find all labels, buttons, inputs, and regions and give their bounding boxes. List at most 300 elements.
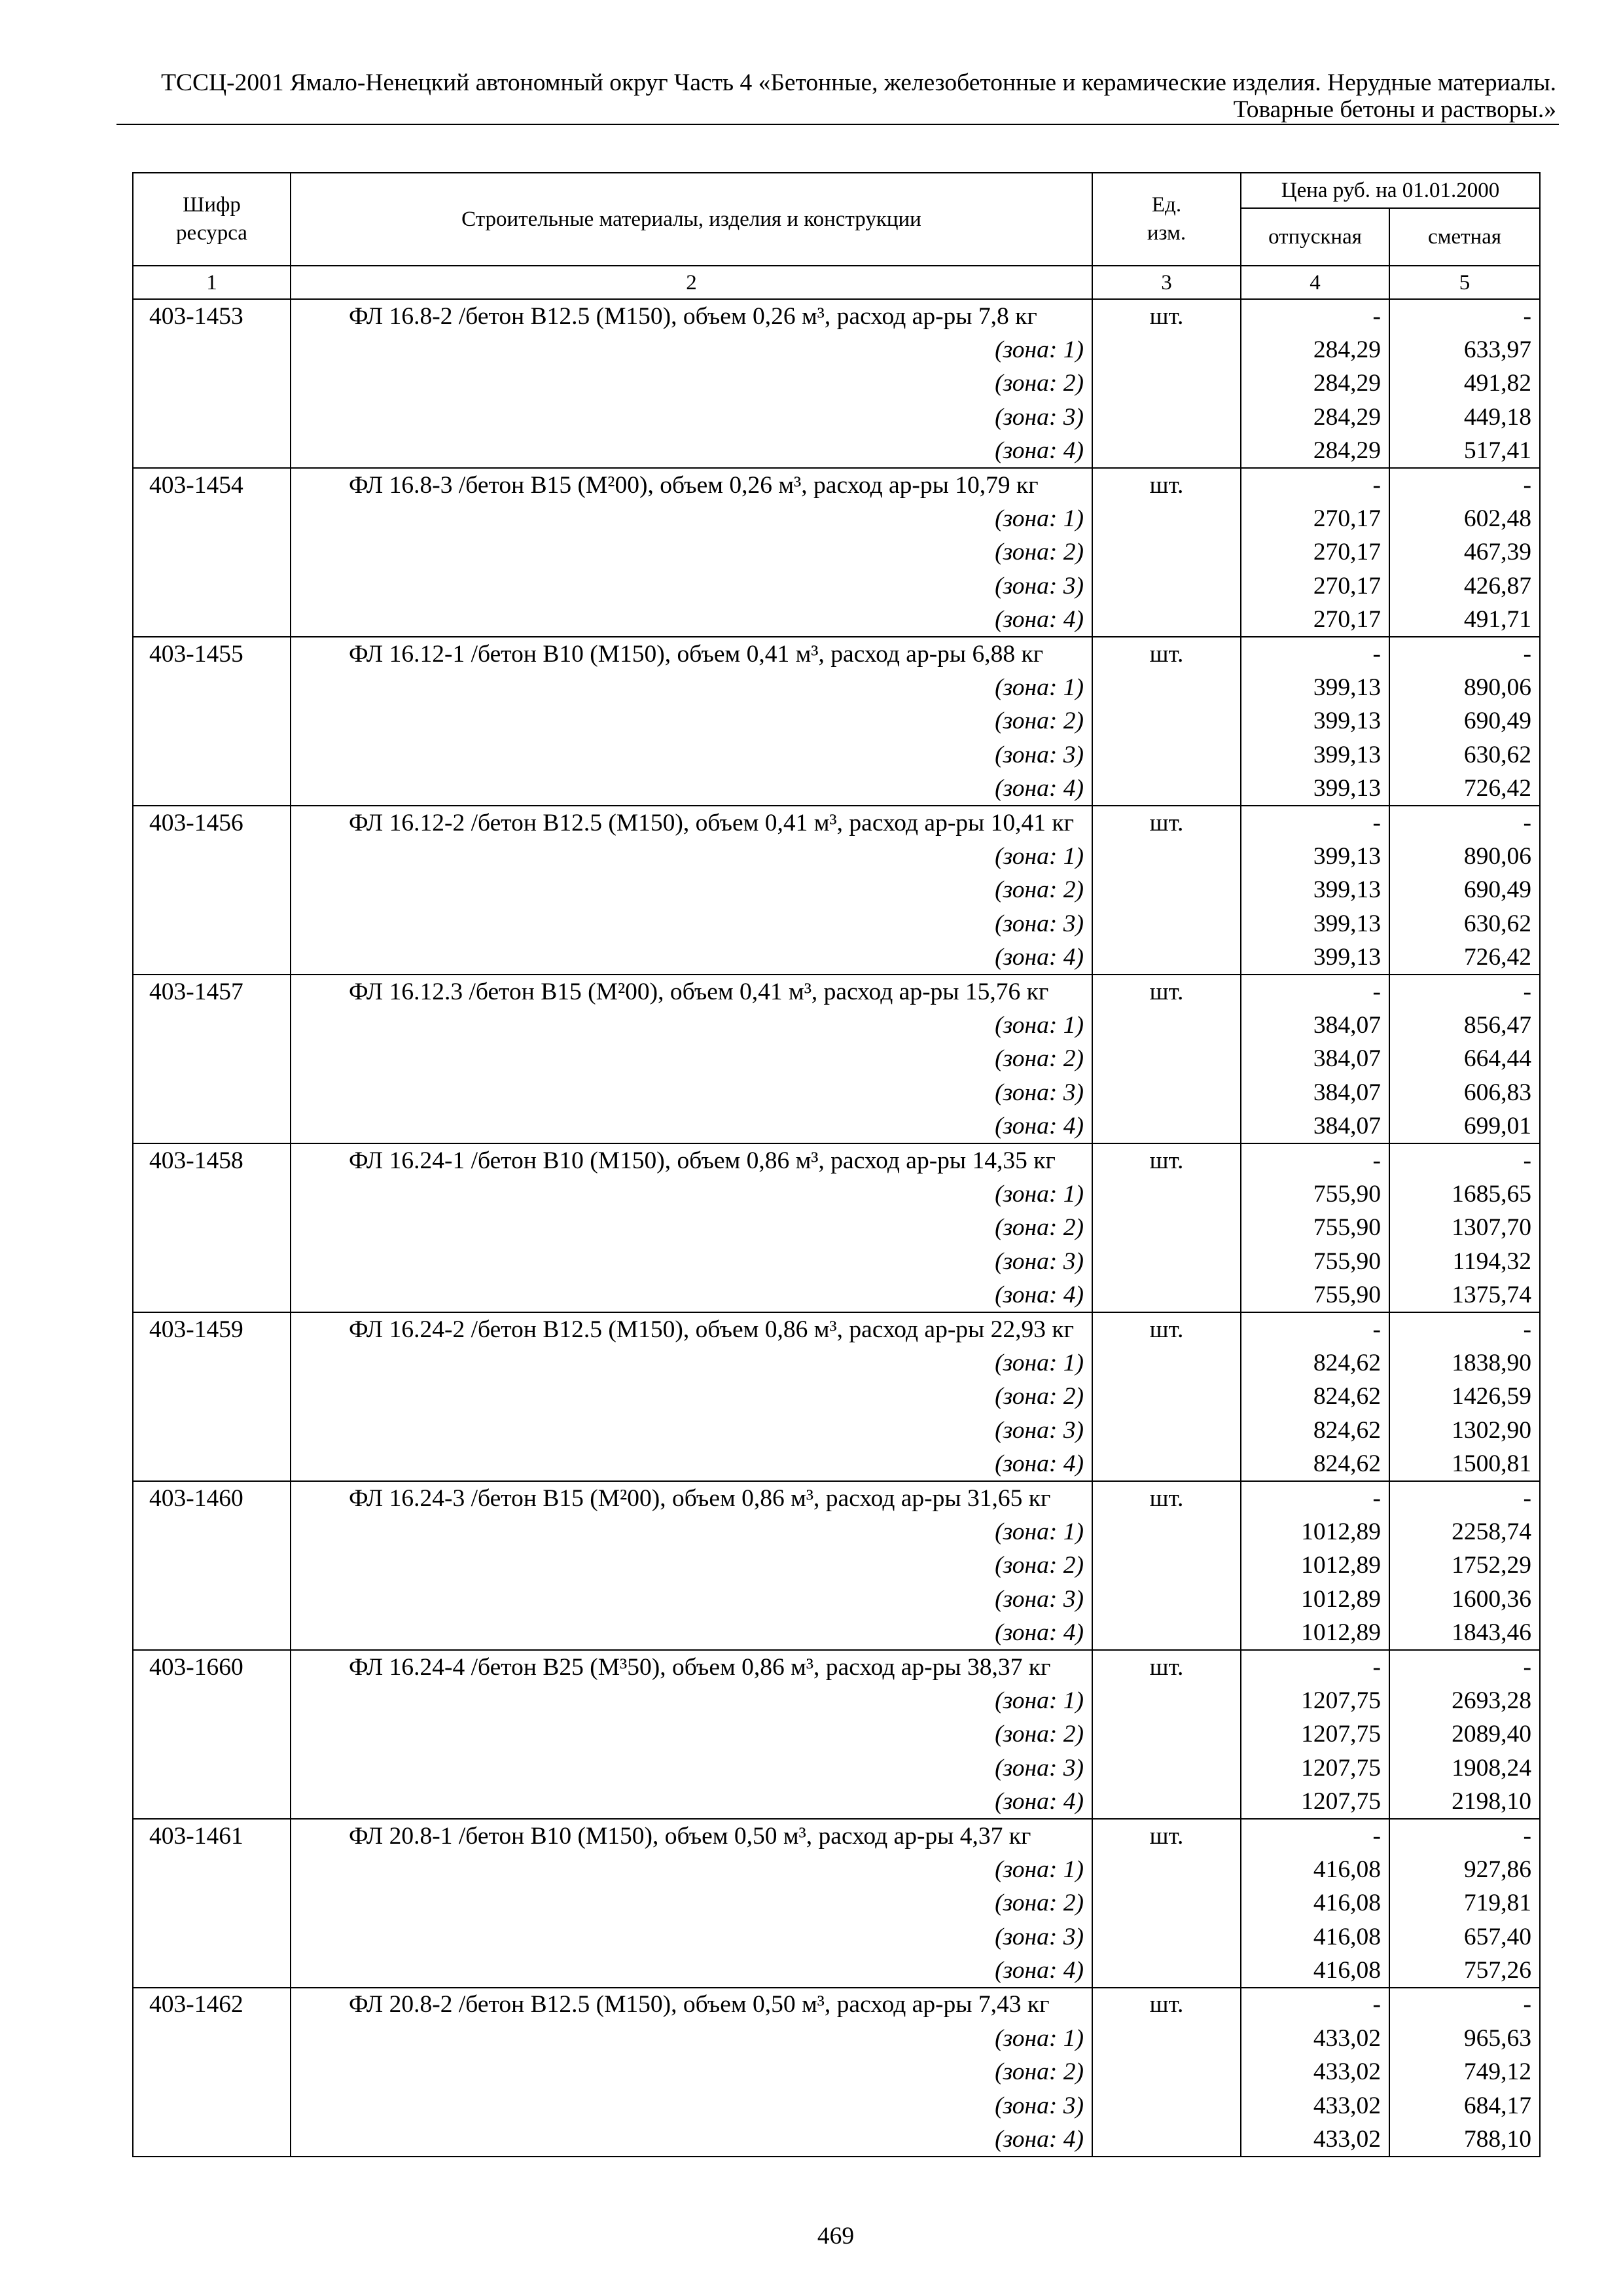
unit-of-measure: шт. [1092, 806, 1241, 840]
zone-estimate-price: 657,40 [1389, 1920, 1540, 1954]
zone-row [133, 1583, 1540, 1617]
zone-row [133, 840, 1540, 874]
zone-row [133, 1954, 1540, 1988]
zone-release-price: 399,13 [1241, 873, 1389, 907]
price-table [132, 172, 1541, 2157]
zone-row [133, 1852, 1540, 1886]
zone-release-price: 824,62 [1241, 1380, 1389, 1414]
running-header-line-2: Товарные бетоны и растворы.» [1233, 96, 1556, 123]
zone-release-price: 284,29 [1241, 434, 1389, 468]
zone-label: (зона: 3) [291, 1751, 1092, 1785]
zone-estimate-price: 690,49 [1389, 704, 1540, 738]
column-header-release-price: отпускная [1241, 208, 1389, 266]
zone-estimate-price: 491,71 [1389, 603, 1540, 637]
zone-release-price: 416,08 [1241, 1886, 1389, 1920]
zone-label: (зона: 3) [291, 1583, 1092, 1617]
zone-label: (зона: 3) [291, 1920, 1092, 1954]
zone-release-price: 384,07 [1241, 1076, 1389, 1110]
code-cell-empty [133, 2123, 291, 2157]
zone-estimate-price: 1685,65 [1389, 1177, 1540, 1211]
column-header-unit-line-2: изм. [1147, 221, 1186, 245]
zone-estimate-price: 630,62 [1389, 738, 1540, 772]
zone-release-price: 1012,89 [1241, 1583, 1389, 1617]
zone-release-price: 1012,89 [1241, 1515, 1389, 1549]
code-cell-empty [133, 1616, 291, 1650]
zone-row [133, 1076, 1540, 1110]
unit-of-measure: шт. [1092, 1819, 1241, 1853]
zone-row [133, 1785, 1540, 1819]
zone-release-price: 1207,75 [1241, 1785, 1389, 1819]
unit-cell-empty [1092, 1717, 1241, 1751]
resource-description: ФЛ 16.24-1 /бетон В10 (М150), объем 0,86 м³, расход ар-ры 14,35 кг [291, 1143, 1092, 1177]
zone-release-price: 270,17 [1241, 569, 1389, 603]
code-cell-empty [133, 569, 291, 603]
code-cell-empty [133, 738, 291, 772]
zone-estimate-price: 1302,90 [1389, 1414, 1540, 1448]
zone-release-price: 399,13 [1241, 704, 1389, 738]
unit-cell-empty [1092, 1852, 1241, 1886]
zone-row [133, 1380, 1540, 1414]
zone-estimate-price: 426,87 [1389, 569, 1540, 603]
page-number: 469 [817, 2223, 855, 2250]
release-price: - [1241, 1143, 1389, 1177]
estimate-price: - [1389, 1312, 1540, 1346]
unit-cell-empty [1092, 1447, 1241, 1481]
code-cell-empty [133, 1109, 291, 1143]
zone-estimate-price: 602,48 [1389, 502, 1540, 536]
zone-release-price: 399,13 [1241, 738, 1389, 772]
unit-of-measure: шт. [1092, 1988, 1241, 2022]
column-header-code-line-2: ресурса [176, 221, 247, 245]
unit-of-measure: шт. [1092, 299, 1241, 333]
unit-cell-empty [1092, 502, 1241, 536]
zone-estimate-price: 2198,10 [1389, 1785, 1540, 1819]
code-cell-empty [133, 1042, 291, 1076]
code-cell-empty [133, 1515, 291, 1549]
code-cell-empty [133, 1346, 291, 1380]
resource-code: 403-1453 [133, 299, 291, 333]
zone-release-price: 755,90 [1241, 1245, 1389, 1279]
unit-cell-empty [1092, 772, 1241, 806]
zone-label: (зона: 2) [291, 873, 1092, 907]
zone-row [133, 1211, 1540, 1245]
zone-estimate-price: 690,49 [1389, 873, 1540, 907]
zone-release-price: 433,02 [1241, 2055, 1389, 2089]
release-price: - [1241, 1819, 1389, 1853]
unit-cell-empty [1092, 1042, 1241, 1076]
unit-cell-empty [1092, 1278, 1241, 1312]
unit-cell-empty [1092, 2021, 1241, 2055]
zone-estimate-price: 1500,81 [1389, 1447, 1540, 1481]
zone-release-price: 399,13 [1241, 907, 1389, 941]
zone-estimate-price: 1307,70 [1389, 1211, 1540, 1245]
zone-release-price: 399,13 [1241, 772, 1389, 806]
code-cell-empty [133, 873, 291, 907]
zone-release-price: 755,90 [1241, 1211, 1389, 1245]
zone-release-price: 1207,75 [1241, 1717, 1389, 1751]
zone-label: (зона: 1) [291, 1177, 1092, 1211]
resource-description: ФЛ 16.24-4 /бетон В25 (М³50), объем 0,86 м³, расход ар-ры 38,37 кг [291, 1650, 1092, 1684]
zone-estimate-price: 449,18 [1389, 401, 1540, 435]
unit-cell-empty [1092, 1549, 1241, 1583]
zone-estimate-price: 726,42 [1389, 941, 1540, 975]
code-cell-empty [133, 1211, 291, 1245]
unit-cell-empty [1092, 1920, 1241, 1954]
estimate-price: - [1389, 468, 1540, 502]
zone-estimate-price: 606,83 [1389, 1076, 1540, 1110]
zone-label: (зона: 3) [291, 569, 1092, 603]
code-cell-empty [133, 1414, 291, 1448]
release-price: - [1241, 1988, 1389, 2022]
resource-description: ФЛ 16.8-2 /бетон В12.5 (М150), объем 0,26 м³, расход ар-ры 7,8 кг [291, 299, 1092, 333]
unit-cell-empty [1092, 1886, 1241, 1920]
code-cell-empty [133, 1886, 291, 1920]
estimate-price: - [1389, 1481, 1540, 1515]
zone-row [133, 367, 1540, 401]
resource-code: 403-1459 [133, 1312, 291, 1346]
unit-cell-empty [1092, 840, 1241, 874]
column-header-estimate-price: сметная [1389, 208, 1540, 266]
zone-estimate-price: 1752,29 [1389, 1549, 1540, 1583]
zone-row [133, 2055, 1540, 2089]
resource-row [133, 1143, 1540, 1177]
resource-row [133, 1312, 1540, 1346]
zone-estimate-price: 2693,28 [1389, 1683, 1540, 1717]
zone-estimate-price: 491,82 [1389, 367, 1540, 401]
code-cell-empty [133, 2089, 291, 2123]
zone-label: (зона: 3) [291, 401, 1092, 435]
unit-cell-empty [1092, 603, 1241, 637]
zone-release-price: 433,02 [1241, 2021, 1389, 2055]
column-number: 1 [133, 266, 291, 299]
zone-label: (зона: 1) [291, 840, 1092, 874]
zone-estimate-price: 467,39 [1389, 535, 1540, 569]
zone-row [133, 569, 1540, 603]
zone-row [133, 1346, 1540, 1380]
code-cell-empty [133, 1583, 291, 1617]
resource-code: 403-1456 [133, 806, 291, 840]
resource-row [133, 299, 1540, 333]
estimate-price: - [1389, 1650, 1540, 1684]
release-price: - [1241, 299, 1389, 333]
zone-release-price: 416,08 [1241, 1920, 1389, 1954]
release-price: - [1241, 1481, 1389, 1515]
resource-description: ФЛ 16.12.3 /бетон В15 (М²00), объем 0,41 м³, расход ар-ры 15,76 кг [291, 975, 1092, 1009]
resource-code: 403-1454 [133, 468, 291, 502]
zone-label: (зона: 4) [291, 941, 1092, 975]
code-cell-empty [133, 1852, 291, 1886]
zone-label: (зона: 2) [291, 704, 1092, 738]
code-cell-empty [133, 671, 291, 705]
zone-release-price: 824,62 [1241, 1414, 1389, 1448]
zone-estimate-price: 890,06 [1389, 671, 1540, 705]
code-cell-empty [133, 772, 291, 806]
zone-estimate-price: 788,10 [1389, 2123, 1540, 2157]
zone-label: (зона: 4) [291, 2123, 1092, 2157]
zone-label: (зона: 1) [291, 1008, 1092, 1042]
column-header-price-group: Цена руб. на 01.01.2000 [1241, 173, 1540, 208]
code-cell-empty [133, 2021, 291, 2055]
resource-description: ФЛ 16.12-2 /бетон В12.5 (М150), объем 0,41 м³, расход ар-ры 10,41 кг [291, 806, 1092, 840]
column-header-name: Строительные материалы, изделия и конструкции [291, 173, 1092, 266]
unit-cell-empty [1092, 941, 1241, 975]
release-price: - [1241, 975, 1389, 1009]
resource-description: ФЛ 20.8-2 /бетон В12.5 (М150), объем 0,50 м³, расход ар-ры 7,43 кг [291, 1988, 1092, 2022]
zone-label: (зона: 2) [291, 1886, 1092, 1920]
zone-label: (зона: 1) [291, 1683, 1092, 1717]
unit-of-measure: шт. [1092, 468, 1241, 502]
unit-of-measure: шт. [1092, 1312, 1241, 1346]
zone-release-price: 384,07 [1241, 1008, 1389, 1042]
code-cell-empty [133, 333, 291, 367]
column-header-code-line-1: Шифр [183, 193, 241, 217]
zone-label: (зона: 2) [291, 2055, 1092, 2089]
zone-row [133, 333, 1540, 367]
zone-estimate-price: 664,44 [1389, 1042, 1540, 1076]
zone-row [133, 535, 1540, 569]
zone-estimate-price: 719,81 [1389, 1886, 1540, 1920]
zone-estimate-price: 749,12 [1389, 2055, 1540, 2089]
table-header [133, 173, 1540, 299]
unit-cell-empty [1092, 2123, 1241, 2157]
unit-cell-empty [1092, 873, 1241, 907]
zone-label: (зона: 4) [291, 1954, 1092, 1988]
zone-release-price: 433,02 [1241, 2123, 1389, 2157]
resource-description: ФЛ 20.8-1 /бетон В10 (М150), объем 0,50 м³, расход ар-ры 4,37 кг [291, 1819, 1092, 1853]
resource-description: ФЛ 16.8-3 /бетон В15 (М²00), объем 0,26 м³, расход ар-ры 10,79 кг [291, 468, 1092, 502]
unit-of-measure: шт. [1092, 975, 1241, 1009]
code-cell-empty [133, 1008, 291, 1042]
zone-row [133, 772, 1540, 806]
unit-cell-empty [1092, 569, 1241, 603]
zone-estimate-price: 856,47 [1389, 1008, 1540, 1042]
zone-row [133, 434, 1540, 468]
zone-estimate-price: 2089,40 [1389, 1717, 1540, 1751]
zone-release-price: 284,29 [1241, 367, 1389, 401]
zone-row [133, 1751, 1540, 1785]
table-header-row [133, 173, 1540, 208]
zone-label: (зона: 3) [291, 1076, 1092, 1110]
zone-label: (зона: 4) [291, 434, 1092, 468]
zone-label: (зона: 4) [291, 603, 1092, 637]
zone-label: (зона: 1) [291, 1852, 1092, 1886]
resource-row [133, 806, 1540, 840]
zone-release-price: 1012,89 [1241, 1549, 1389, 1583]
zone-row [133, 1515, 1540, 1549]
unit-cell-empty [1092, 1583, 1241, 1617]
zone-label: (зона: 4) [291, 1278, 1092, 1312]
resource-row [133, 1481, 1540, 1515]
zone-release-price: 755,90 [1241, 1278, 1389, 1312]
zone-release-price: 824,62 [1241, 1447, 1389, 1481]
code-cell-empty [133, 840, 291, 874]
zone-row [133, 1886, 1540, 1920]
zone-release-price: 1012,89 [1241, 1616, 1389, 1650]
code-cell-empty [133, 1717, 291, 1751]
running-header-line-1: ТССЦ-2001 Ямало-Ненецкий автономный округ Часть 4 «Бетонные, железобетонные и керамические изделия. Нерудные материалы. [161, 69, 1556, 96]
zone-label: (зона: 1) [291, 333, 1092, 367]
unit-cell-empty [1092, 1177, 1241, 1211]
resource-row [133, 468, 1540, 502]
zone-release-price: 270,17 [1241, 535, 1389, 569]
unit-cell-empty [1092, 907, 1241, 941]
resource-row [133, 975, 1540, 1009]
zone-row [133, 873, 1540, 907]
code-cell-empty [133, 401, 291, 435]
code-cell-empty [133, 1683, 291, 1717]
table-body [133, 299, 1540, 2157]
unit-cell-empty [1092, 333, 1241, 367]
unit-of-measure: шт. [1092, 637, 1241, 671]
resource-code: 403-1660 [133, 1650, 291, 1684]
zone-label: (зона: 2) [291, 1380, 1092, 1414]
estimate-price: - [1389, 1988, 1540, 2022]
zone-estimate-price: 1426,59 [1389, 1380, 1540, 1414]
unit-cell-empty [1092, 2089, 1241, 2123]
resource-description: ФЛ 16.12-1 /бетон В10 (М150), объем 0,41 м³, расход ар-ры 6,88 кг [291, 637, 1092, 671]
unit-cell-empty [1092, 1076, 1241, 1110]
zone-release-price: 284,29 [1241, 401, 1389, 435]
zone-row [133, 1683, 1540, 1717]
column-number: 2 [291, 266, 1092, 299]
code-cell-empty [133, 1920, 291, 1954]
zone-estimate-price: 517,41 [1389, 434, 1540, 468]
zone-label: (зона: 3) [291, 2089, 1092, 2123]
zone-row [133, 1717, 1540, 1751]
zone-release-price: 384,07 [1241, 1109, 1389, 1143]
zone-label: (зона: 2) [291, 1042, 1092, 1076]
zone-release-price: 399,13 [1241, 671, 1389, 705]
zone-estimate-price: 2258,74 [1389, 1515, 1540, 1549]
zone-estimate-price: 684,17 [1389, 2089, 1540, 2123]
column-number: 5 [1389, 266, 1540, 299]
header-rule [116, 124, 1559, 125]
zone-label: (зона: 1) [291, 1515, 1092, 1549]
zone-label: (зона: 2) [291, 367, 1092, 401]
code-cell-empty [133, 1549, 291, 1583]
unit-cell-empty [1092, 1380, 1241, 1414]
zone-row [133, 907, 1540, 941]
zone-row [133, 1549, 1540, 1583]
zone-label: (зона: 2) [291, 535, 1092, 569]
column-number: 3 [1092, 266, 1241, 299]
zone-estimate-price: 890,06 [1389, 840, 1540, 874]
unit-cell-empty [1092, 434, 1241, 468]
code-cell-empty [133, 1278, 291, 1312]
zone-label: (зона: 4) [291, 1447, 1092, 1481]
column-number: 4 [1241, 266, 1389, 299]
resource-row [133, 1819, 1540, 1853]
resource-code: 403-1460 [133, 1481, 291, 1515]
running-header [65, 69, 1556, 123]
zone-label: (зона: 3) [291, 738, 1092, 772]
unit-cell-empty [1092, 1616, 1241, 1650]
unit-cell-empty [1092, 367, 1241, 401]
zone-label: (зона: 1) [291, 502, 1092, 536]
unit-cell-empty [1092, 2055, 1241, 2089]
zone-row [133, 401, 1540, 435]
zone-label: (зона: 4) [291, 1785, 1092, 1819]
column-header-code [133, 173, 291, 266]
column-number-row [133, 266, 1540, 299]
zone-release-price: 284,29 [1241, 333, 1389, 367]
zone-label: (зона: 1) [291, 671, 1092, 705]
resource-code: 403-1461 [133, 1819, 291, 1853]
zone-estimate-price: 1194,32 [1389, 1245, 1540, 1279]
estimate-price: - [1389, 637, 1540, 671]
estimate-price: - [1389, 1143, 1540, 1177]
zone-row [133, 1278, 1540, 1312]
estimate-price: - [1389, 299, 1540, 333]
zone-label: (зона: 1) [291, 2021, 1092, 2055]
resource-row [133, 1650, 1540, 1684]
release-price: - [1241, 806, 1389, 840]
zone-estimate-price: 757,26 [1389, 1954, 1540, 1988]
code-cell-empty [133, 1076, 291, 1110]
column-header-unit-line-1: Ед. [1151, 193, 1182, 217]
zone-row [133, 1616, 1540, 1650]
zone-estimate-price: 1838,90 [1389, 1346, 1540, 1380]
code-cell-empty [133, 907, 291, 941]
zone-release-price: 433,02 [1241, 2089, 1389, 2123]
zone-row [133, 1245, 1540, 1279]
unit-cell-empty [1092, 671, 1241, 705]
zone-release-price: 1207,75 [1241, 1751, 1389, 1785]
zone-label: (зона: 3) [291, 1245, 1092, 1279]
zone-estimate-price: 630,62 [1389, 907, 1540, 941]
zone-label: (зона: 4) [291, 772, 1092, 806]
code-cell-empty [133, 1380, 291, 1414]
zone-label: (зона: 4) [291, 1109, 1092, 1143]
zone-estimate-price: 699,01 [1389, 1109, 1540, 1143]
zone-row [133, 738, 1540, 772]
unit-cell-empty [1092, 1414, 1241, 1448]
release-price: - [1241, 1650, 1389, 1684]
unit-cell-empty [1092, 1211, 1241, 1245]
unit-cell-empty [1092, 401, 1241, 435]
zone-row [133, 1177, 1540, 1211]
unit-cell-empty [1092, 1954, 1241, 1988]
zone-release-price: 824,62 [1241, 1346, 1389, 1380]
zone-release-price: 399,13 [1241, 941, 1389, 975]
zone-label: (зона: 3) [291, 1414, 1092, 1448]
zone-row [133, 2089, 1540, 2123]
resource-code: 403-1458 [133, 1143, 291, 1177]
code-cell-empty [133, 704, 291, 738]
zone-row [133, 941, 1540, 975]
unit-cell-empty [1092, 738, 1241, 772]
resource-code: 403-1455 [133, 637, 291, 671]
resource-code: 403-1462 [133, 1988, 291, 2022]
zone-row [133, 2021, 1540, 2055]
unit-cell-empty [1092, 1751, 1241, 1785]
zone-release-price: 384,07 [1241, 1042, 1389, 1076]
zone-row [133, 603, 1540, 637]
zone-estimate-price: 633,97 [1389, 333, 1540, 367]
zone-release-price: 416,08 [1241, 1852, 1389, 1886]
code-cell-empty [133, 1177, 291, 1211]
zone-label: (зона: 3) [291, 907, 1092, 941]
unit-cell-empty [1092, 1515, 1241, 1549]
zone-row [133, 1414, 1540, 1448]
code-cell-empty [133, 535, 291, 569]
zone-row [133, 671, 1540, 705]
code-cell-empty [133, 1954, 291, 1988]
zone-estimate-price: 1375,74 [1389, 1278, 1540, 1312]
unit-of-measure: шт. [1092, 1650, 1241, 1684]
column-header-unit [1092, 173, 1241, 266]
zone-row [133, 1109, 1540, 1143]
